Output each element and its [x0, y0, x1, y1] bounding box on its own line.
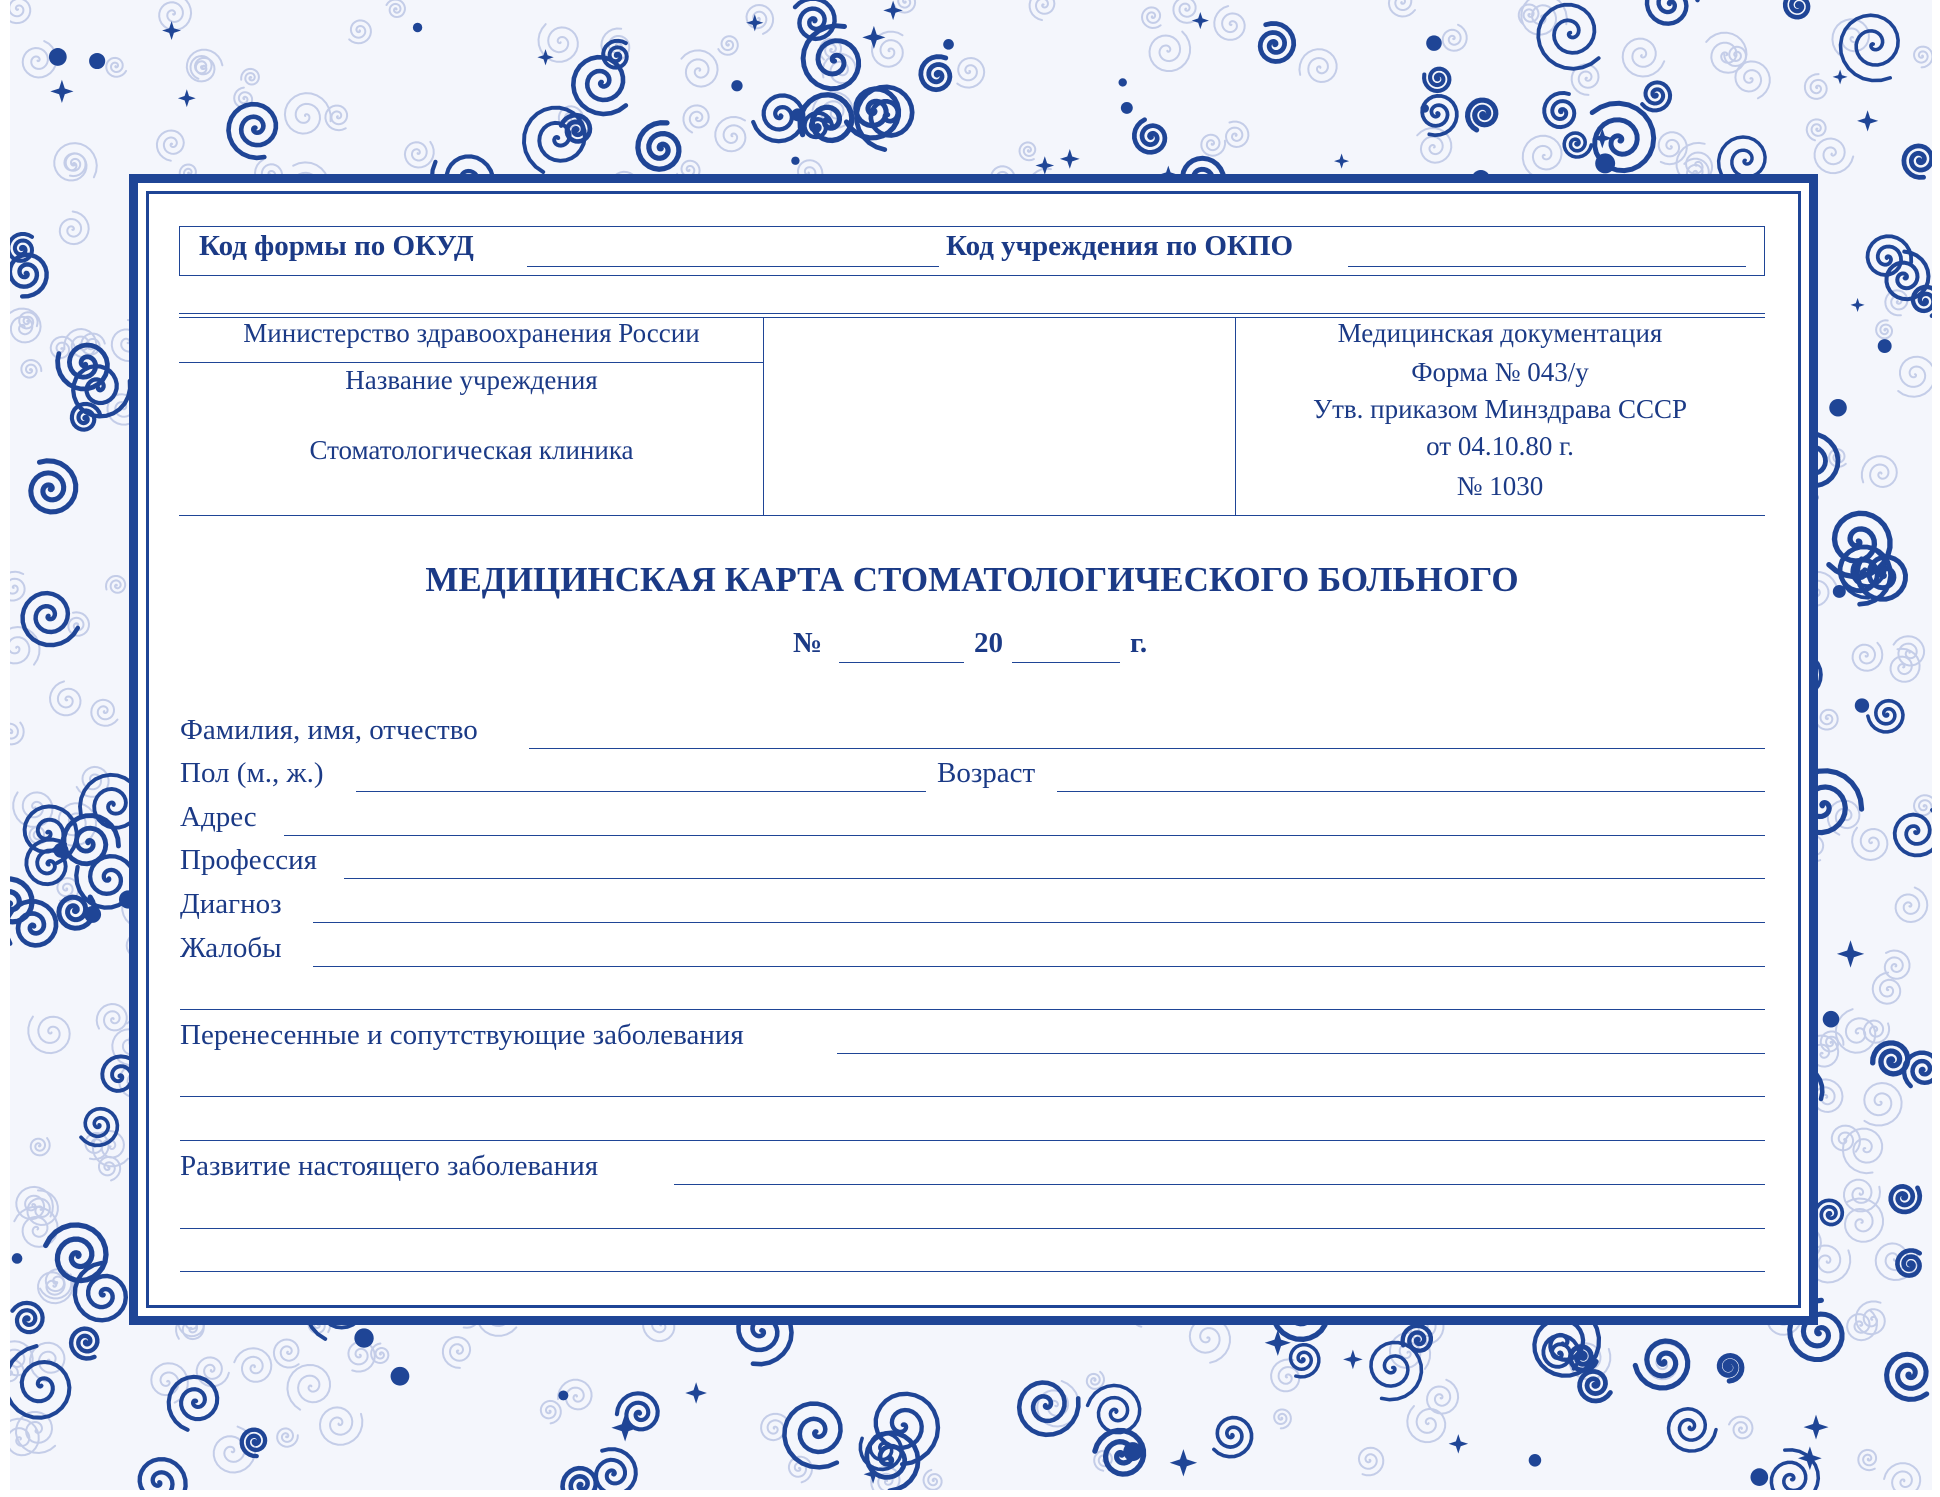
institution-label: Название учреждения — [345, 365, 598, 395]
year-line[interactable] — [1012, 662, 1120, 663]
sex-input-line[interactable] — [356, 791, 926, 792]
past-diseases-input-line[interactable] — [837, 1053, 1765, 1054]
form-info-line1: Медицинская документация — [1337, 318, 1663, 348]
past-diseases-input-line-3[interactable] — [180, 1140, 1765, 1141]
year-prefix: 20 — [974, 627, 1003, 659]
full-name-label: Фамилия, имя, отчество — [180, 714, 478, 746]
age-input-line[interactable] — [1057, 791, 1765, 792]
form-info-line4: от 04.10.80 г. — [1426, 431, 1574, 461]
okpo-label: Код учреждения по ОКПО — [946, 230, 1294, 262]
present-disease-input-line-2[interactable] — [180, 1228, 1765, 1229]
blank-line-top — [179, 313, 1765, 314]
profession-label: Профессия — [180, 844, 317, 876]
complaints-input-line[interactable] — [313, 966, 1765, 967]
card-number-line[interactable] — [839, 662, 964, 663]
stamp-area[interactable] — [766, 319, 1233, 513]
card-number-sign: № — [793, 627, 823, 659]
diagnosis-label: Диагноз — [180, 888, 282, 920]
form-title: МЕДИЦИНСКАЯ КАРТА СТОМАТОЛОГИЧЕСКОГО БОЛЬНОГО — [425, 560, 1519, 599]
past-diseases-label: Перенесенные и сопутствующие заболевания — [180, 1019, 744, 1051]
okud-label: Код формы по ОКУД — [199, 230, 474, 262]
sex-label: Пол (м., ж.) — [180, 757, 324, 789]
year-suffix: г. — [1130, 627, 1148, 659]
present-disease-input-line-3[interactable] — [180, 1271, 1765, 1272]
address-label: Адрес — [180, 801, 257, 833]
form-info-line5: № 1030 — [1456, 471, 1544, 501]
full-name-input-line[interactable] — [529, 748, 1765, 749]
okpo-input-line[interactable] — [1348, 266, 1746, 267]
ministry-text: Министерство здравоохранения России — [243, 318, 700, 348]
diagnosis-input-line[interactable] — [313, 922, 1765, 923]
complaints-input-line-2[interactable] — [180, 1009, 1765, 1010]
header-table-bottom — [179, 515, 1765, 516]
complaints-label: Жалобы — [180, 932, 282, 964]
present-disease-input-line[interactable] — [674, 1184, 1765, 1185]
address-input-line[interactable] — [284, 835, 1765, 836]
form-info-line3: Утв. приказом Минздрава СССР — [1312, 394, 1688, 424]
profession-input-line[interactable] — [344, 878, 1765, 879]
institution-value: Стоматологическая клиника — [309, 435, 634, 465]
present-disease-label: Развитие настоящего заболевания — [180, 1150, 599, 1182]
form-info-line2: Форма № 043/у — [1411, 357, 1589, 387]
header-table-divider — [179, 362, 764, 363]
past-diseases-input-line-2[interactable] — [180, 1096, 1765, 1097]
age-label: Возраст — [937, 757, 1036, 789]
okud-input-line[interactable] — [527, 266, 939, 267]
